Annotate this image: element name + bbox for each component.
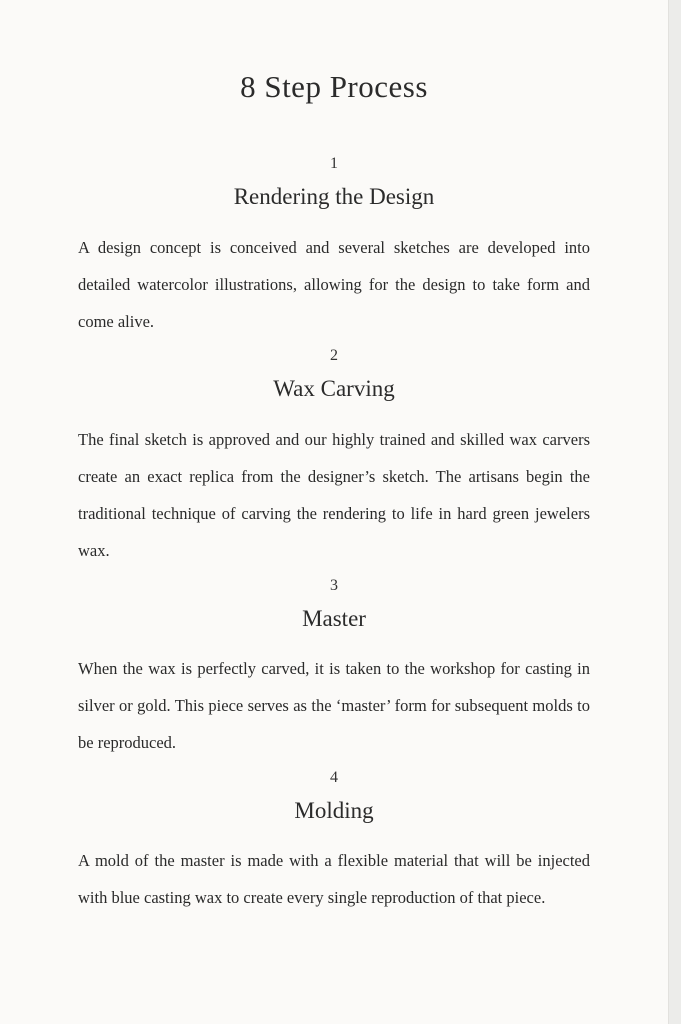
page-title: 8 Step Process [240, 69, 428, 104]
step-heading: Master [302, 606, 366, 631]
step-text: A design concept is conceived and several sketches are developed into detailed watercolor illustrations, allowing for the design to take form and come alive. [78, 238, 590, 331]
step-number: 1 [330, 155, 338, 172]
step-heading: Rendering the Design [233, 184, 435, 209]
step-number: 3 [330, 577, 338, 594]
step-text: When the wax is perfectly carved, it is taken to the workshop for casting in silver or gold. This piece serves as the ‘master’ form for subsequent molds to be reproduced. [78, 659, 590, 752]
step-text: The final sketch is approved and our highly trained and skilled wax carvers create an exact replica from the designer’s sketch. The artisans begin the traditional technique of carving the rendering to life in hard green jewelers wax. [78, 430, 590, 560]
step-number: 2 [330, 347, 338, 364]
step-text: A mold of the master is made with a flexible material that will be injected with blue casting wax to create every single reproduction of that piece. [78, 851, 590, 907]
step-number: 4 [330, 769, 338, 786]
step-heading: Molding [294, 798, 374, 823]
step-heading: Wax Carving [273, 376, 395, 401]
page-edge [668, 0, 681, 1024]
